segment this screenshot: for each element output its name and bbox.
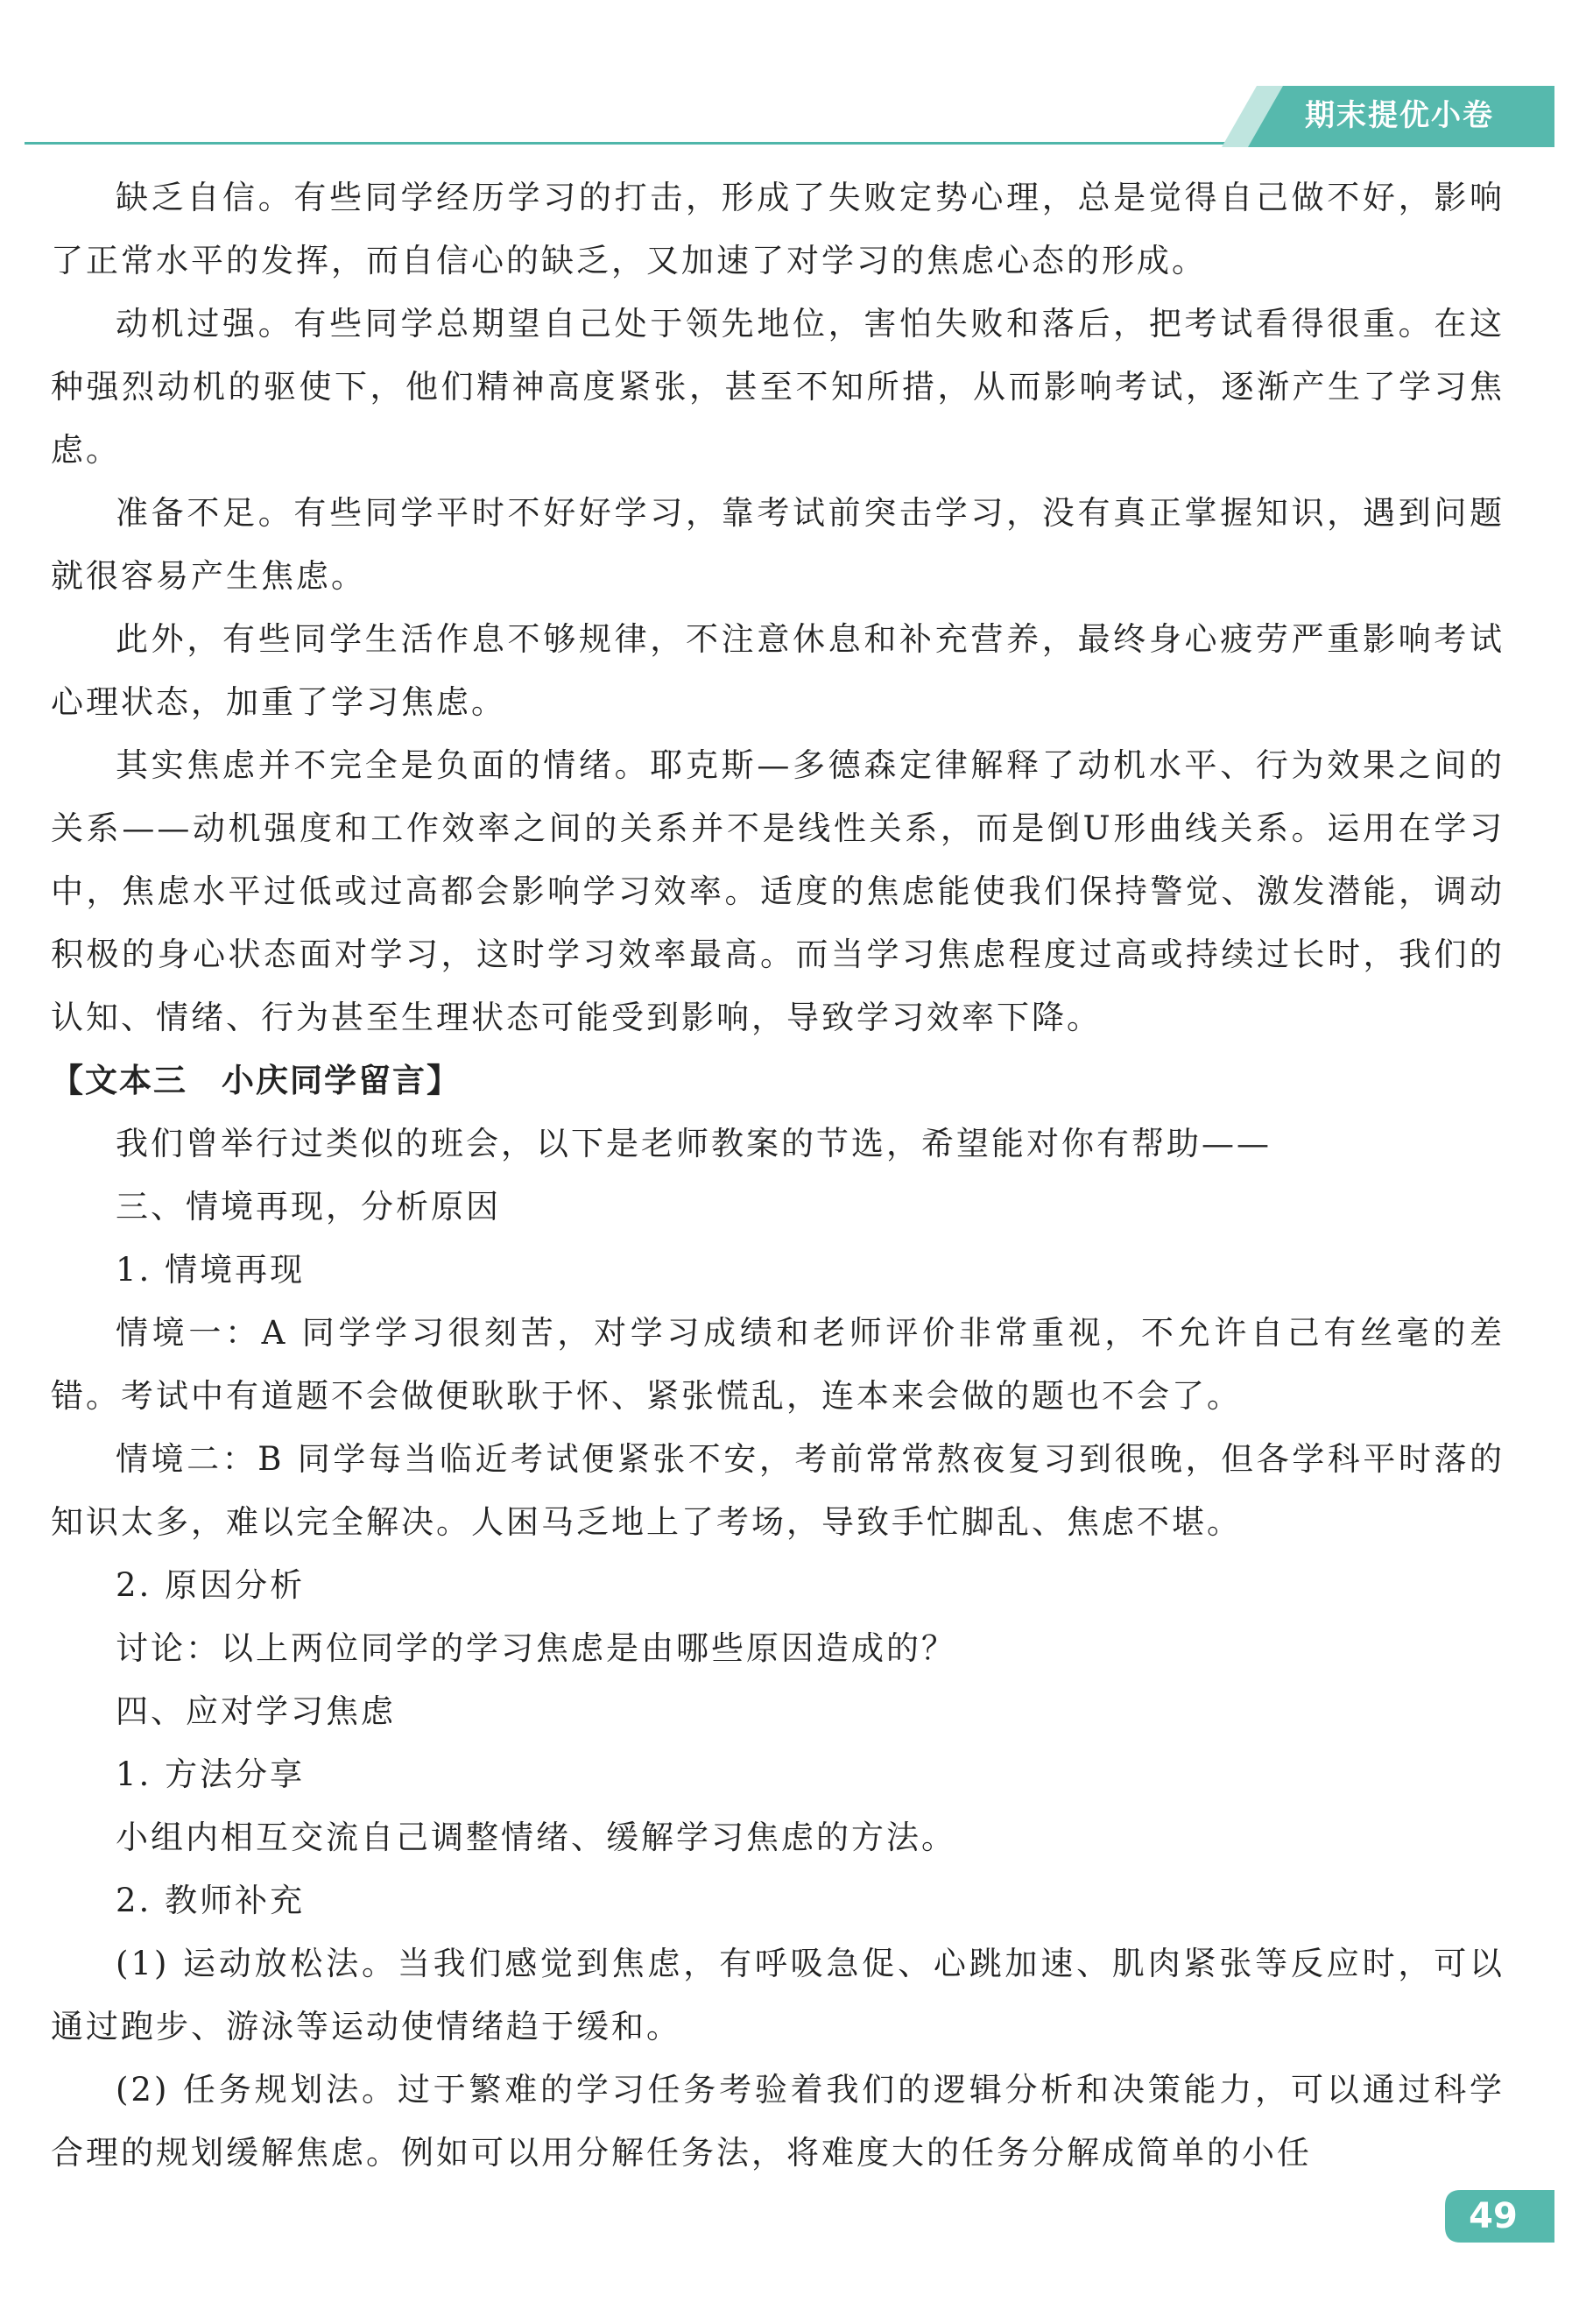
paragraph-lifestyle: 此外，有些同学生活作息不够规律，不注意休息和补充营养，最终身心疲劳严重影响考试心理状态，加重了学习焦虑。 [51, 620, 1505, 721]
paragraph-exercise-relaxation: (1) 运动放松法。当我们感觉到焦虑，有呼吸急促、心跳加速、肌肉紧张等反应时，可以通过跑步、游泳等运动使情绪趋于缓和。 [51, 1945, 1505, 2045]
paragraph-insufficient-preparation: 准备不足。有些同学平时不好好学习，靠考试前突击学习，没有真正掌握知识，遇到问题就很容易产生焦虑。 [51, 494, 1505, 595]
paragraph-scenario-two: 情境二：B 同学每当临近考试便紧张不安，考前常常熬夜复习到很晚，但各学科平时落的知识太多，难以完全解决。人困马乏地上了考场，导致手忙脚乱、焦虑不堪。 [51, 1440, 1505, 1541]
outline-item-scenario: 1. 情境再现 [116, 1251, 306, 1289]
page-number-badge [1445, 2190, 1554, 2243]
paragraph-strong-motivation: 动机过强。有些同学总期望自己处于领先地位，害怕失败和落后，把考试看得很重。在这种强烈动机的驱使下，他们精神高度紧张，甚至不知所措，从而影响考试，逐渐产生了学习焦虑。 [51, 305, 1505, 469]
paragraph-yerkes-dodson: 其实焦虑并不完全是负面的情绪。耶克斯—多德森定律解释了动机水平、行为效果之间的关系——动机强度和工作效率之间的关系并不是线性关系，而是倒U形曲线关系。运用在学习中，焦虑水平过低或过高都会影响学习效率。适度的焦虑能使我们保持警觉、激发潜能，调动积极的身心状态面对学习，这时学习效率最高。而当学习焦虑程度过高或持续过长时，我们的认知、情绪、行为甚至生理状态可能受到影响，导致学习效率下降。 [51, 746, 1505, 1036]
paragraph-group-exchange: 小组内相互交流自己调整情绪、缓解学习焦虑的方法。 [116, 1819, 956, 1856]
section-heading-text-three: 【文本三 小庆同学留言】 [51, 1062, 461, 1099]
page-content [51, 166, 1505, 2185]
header-title: 期末提优小卷 [1305, 98, 1494, 133]
paragraph-intro: 我们曾举行过类似的班会，以下是老师教案的节选，希望能对你有帮助—— [116, 1125, 1272, 1162]
outline-item-teacher-supplement: 2. 教师补充 [116, 1882, 306, 1919]
outline-heading-4: 四、应对学习焦虑 [116, 1692, 396, 1730]
paragraph-discussion: 讨论：以上两位同学的学习焦虑是由哪些原因造成的？ [116, 1629, 956, 1667]
paragraph-task-planning: (2) 任务规划法。过于繁难的学习任务考验着我们的逻辑分析和决策能力，可以通过科学合理的规划缓解焦虑。例如可以用分解任务法，将难度大的任务分解成简单的小任 [51, 2071, 1505, 2172]
page-number: 49 [1469, 2196, 1518, 2236]
outline-item-cause-analysis: 2. 原因分析 [116, 1566, 306, 1604]
paragraph-lack-of-confidence: 缺乏自信。有些同学经历学习的打击，形成了失败定势心理，总是觉得自己做不好，影响了正常水平的发挥，而自信心的缺乏，又加速了对学习的焦虑心态的形成。 [51, 179, 1505, 279]
outline-heading-3: 三、情境再现，分析原因 [116, 1188, 501, 1226]
outline-item-method-sharing: 1. 方法分享 [116, 1755, 306, 1793]
header-tab [1222, 86, 1554, 147]
paragraph-scenario-one: 情境一：A 同学学习很刻苦，对学习成绩和老师评价非常重视，不允许自己有丝毫的差错。考试中有道题不会做便耿耿于怀、紧张慌乱，连本来会做的题也不会了。 [51, 1314, 1505, 1415]
